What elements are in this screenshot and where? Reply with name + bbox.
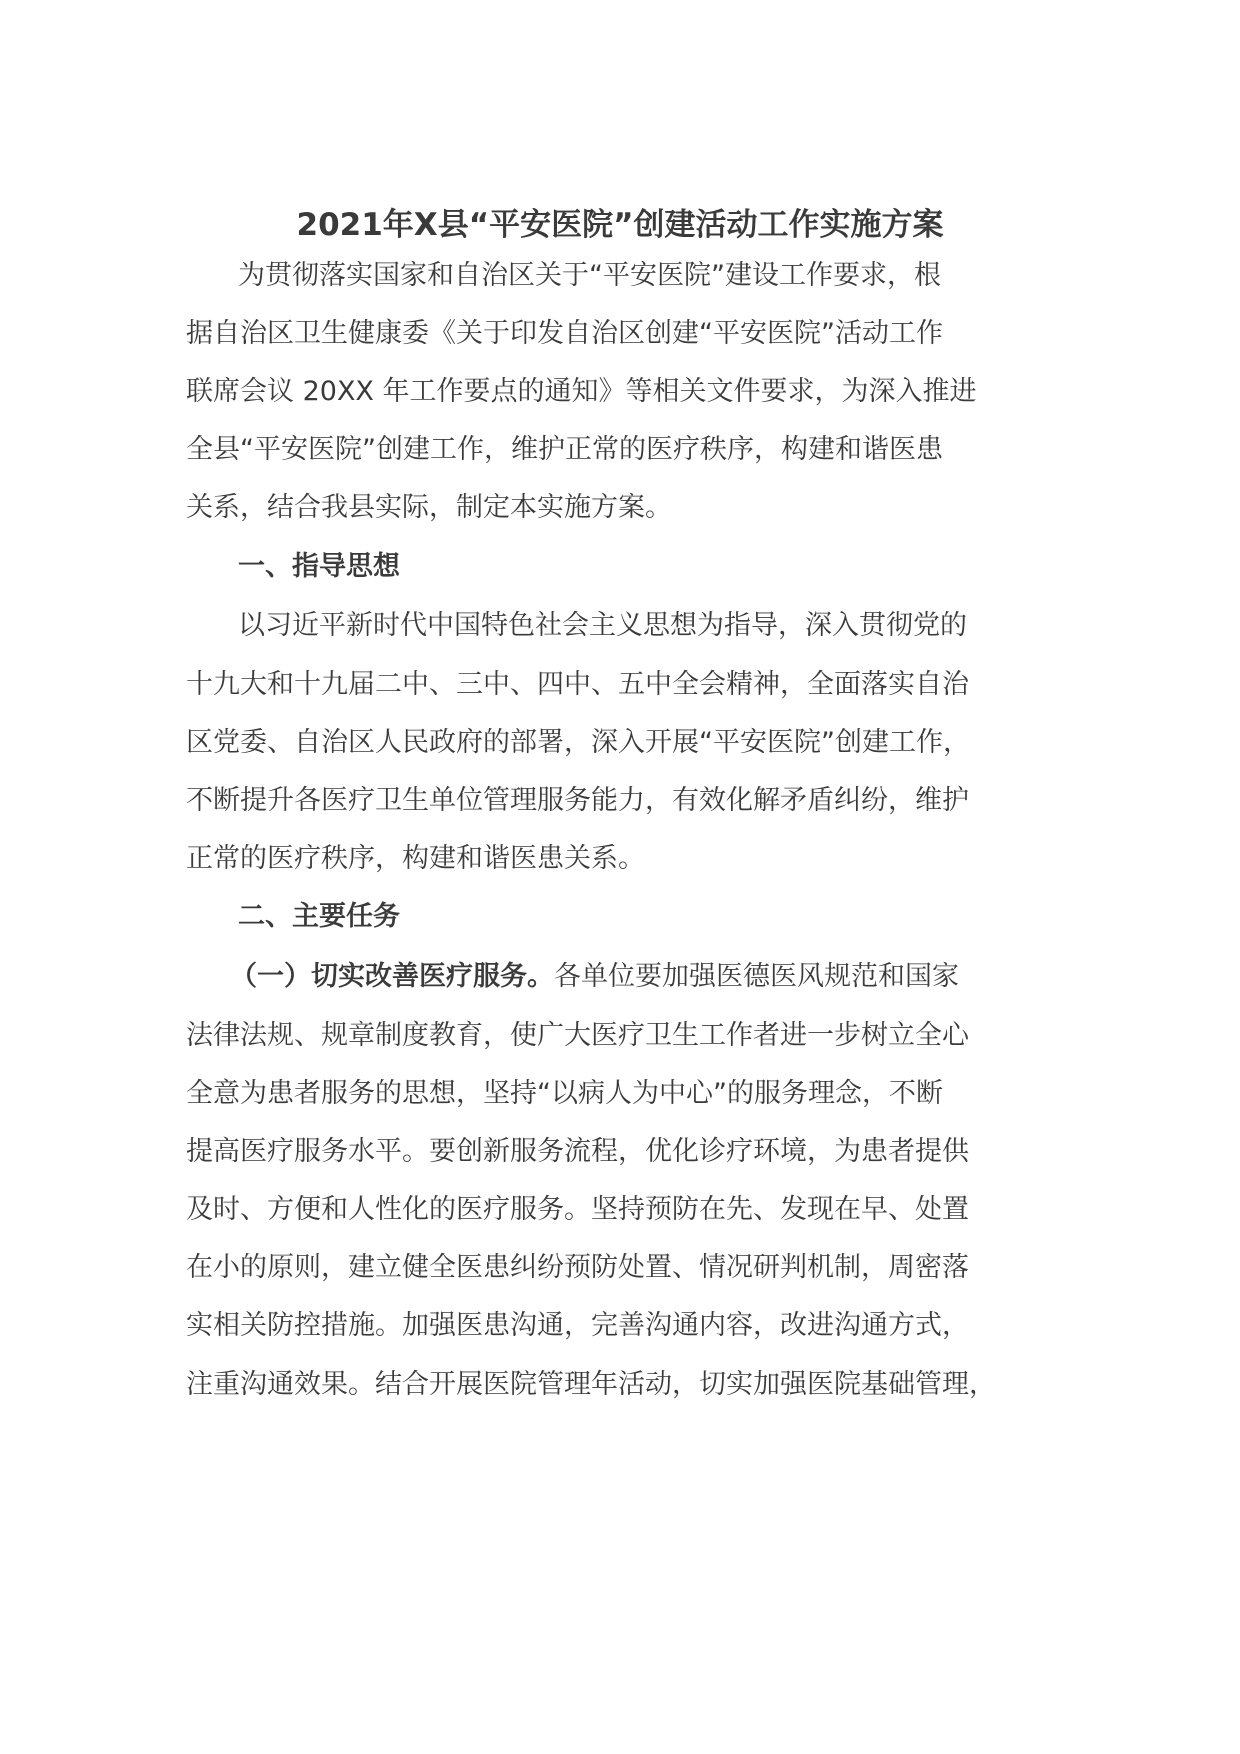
section2-line: 法律法规、规章制度教育，使广大医疗卫生工作者进一步树立全心 xyxy=(186,1020,969,1051)
section-heading-guiding-ideology: 一、指导思想 xyxy=(238,551,400,582)
section2-line: 全意为患者服务的思想，坚持“以病人为中心”的服务理念，不断 xyxy=(186,1078,943,1109)
section2-item1-first-line xyxy=(230,957,959,997)
document-title: 2021年X县“平安医院”创建活动工作实施方案 xyxy=(296,207,944,243)
section2-line: 注重沟通效果。结合开展医院管理年活动，切实加强医院基础管理， xyxy=(186,1369,996,1400)
section2-line: 及时、方便和人性化的医疗服务。坚持预防在先、发现在早、处置 xyxy=(186,1194,969,1225)
item1-bold-lead: （一）切实改善医疗服务。 xyxy=(230,961,554,992)
section2-line: 提高医疗服务水平。要创新服务流程，优化诊疗环境，为患者提供 xyxy=(186,1136,969,1167)
intro-line: 关系，结合我县实际，制定本实施方案。 xyxy=(186,492,672,523)
section1-line: 十九大和十九届二中、三中、四中、五中全会精神，全面落实自治 xyxy=(186,669,969,700)
intro-line: 联席会议 20XX 年工作要点的通知》等相关文件要求，为深入推进 xyxy=(186,376,977,407)
item1-first-line-rest: 各单位要加强医德医风规范和国家 xyxy=(554,961,959,992)
intro-line: 为贯彻落实国家和自治区关于“平安医院”建设工作要求，根 xyxy=(238,260,941,291)
section1-line: 区党委、自治区人民政府的部署，深入开展“平安医院”创建工作， xyxy=(186,727,970,758)
intro-line: 全县“平安医院”创建工作，维护正常的医疗秩序，构建和谐医患 xyxy=(186,434,943,465)
intro-line: 据自治区卫生健康委《关于印发自治区创建“平安医院”活动工作 xyxy=(186,318,943,349)
section2-line: 在小的原则，建立健全医患纠纷预防处置、情况研判机制，周密落 xyxy=(186,1252,969,1283)
section1-line: 正常的医疗秩序，构建和谐医患关系。 xyxy=(186,843,645,874)
section2-line: 实相关防控措施。加强医患沟通，完善沟通内容，改进沟通方式， xyxy=(186,1310,969,1341)
section-heading-main-tasks: 二、主要任务 xyxy=(238,901,400,932)
section1-line: 以习近平新时代中国特色社会主义思想为指导，深入贯彻党的 xyxy=(238,610,967,641)
section1-line: 不断提升各医疗卫生单位管理服务能力，有效化解矛盾纠纷，维护 xyxy=(186,785,969,816)
